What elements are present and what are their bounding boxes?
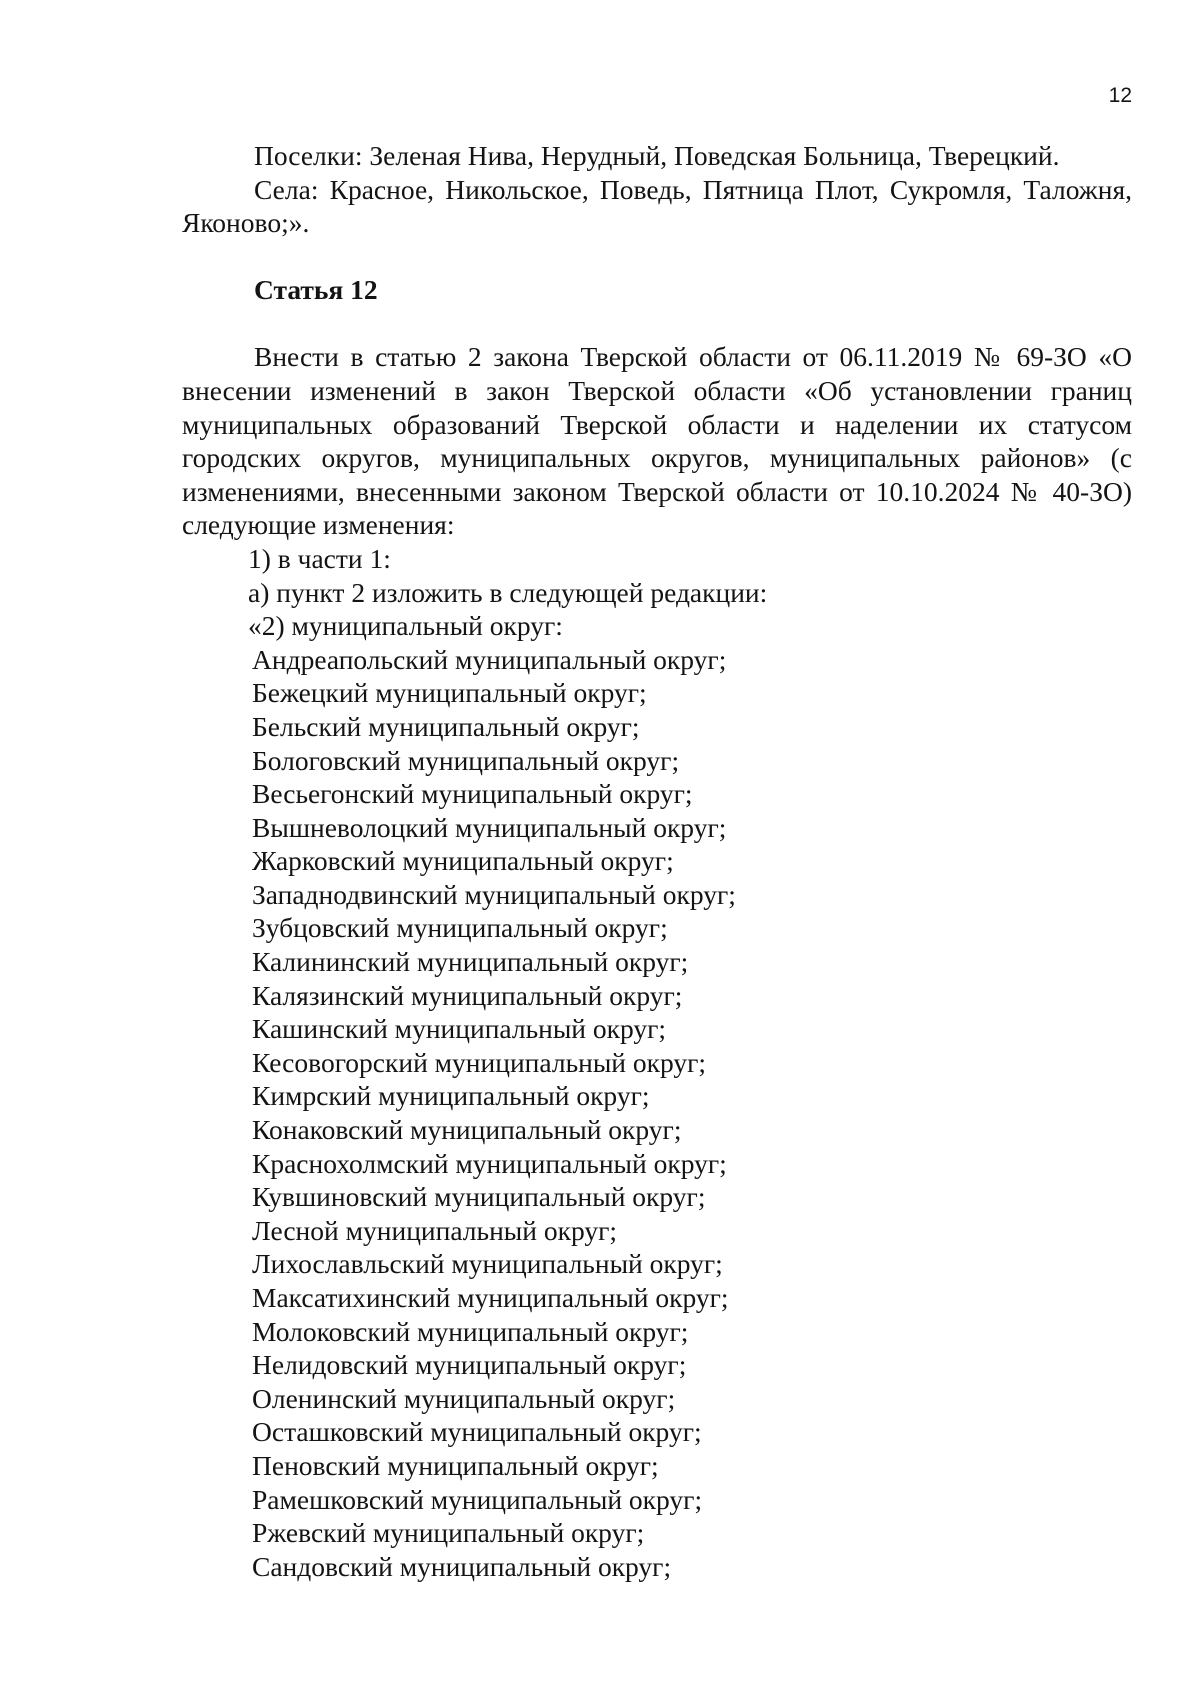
district-item: Весьегонский муниципальный округ; bbox=[252, 778, 693, 810]
district-item: Вышневолоцкий муниципальный округ; bbox=[252, 811, 727, 843]
district-item: Калининский муниципальный округ; bbox=[252, 946, 689, 978]
page-number: 12 bbox=[1108, 84, 1132, 107]
district-item: Конаковский муниципальный округ; bbox=[252, 1114, 682, 1146]
settlements-villages: Поселки: Зеленая Нива, Нерудный, Поведская Больница, Тверецкий. bbox=[254, 140, 1060, 171]
district-item: Максатихинский муниципальный округ; bbox=[252, 1282, 729, 1313]
district-item: Краснохолмский муниципальный округ; bbox=[252, 1147, 727, 1179]
district-item: Кимрский муниципальный округ; bbox=[252, 1080, 650, 1112]
district-item: Кувшиновский муниципальный округ; bbox=[252, 1181, 706, 1213]
district-list bbox=[182, 643, 1132, 1584]
district-item: Ржевский муниципальный округ; bbox=[252, 1517, 645, 1549]
district-item: Сандовский муниципальный округ; bbox=[252, 1550, 672, 1582]
document-body bbox=[182, 139, 1132, 1583]
district-item: Осташковский муниципальный округ; bbox=[252, 1416, 702, 1448]
article-subpoint: а) пункт 2 изложить в следующей редакции: bbox=[248, 576, 768, 608]
district-item: Рамешковский муниципальный округ; bbox=[252, 1483, 703, 1515]
district-item: Кашинский муниципальный округ; bbox=[252, 1013, 667, 1045]
settlements-selos: Села: Красное, Никольское, Поведь, Пятница Плот, Сукромля, Таложня, Яконово;». bbox=[182, 173, 1132, 239]
district-item: Оленинский муниципальный округ; bbox=[252, 1382, 676, 1414]
district-item: Зубцовский муниципальный округ; bbox=[252, 912, 668, 944]
district-item: Молоковский муниципальный округ; bbox=[252, 1315, 689, 1347]
district-item: Калязинский муниципальный округ; bbox=[252, 979, 683, 1011]
district-item: Кесовогорский муниципальный округ; bbox=[252, 1046, 707, 1078]
article-part: 1) в части 1: bbox=[248, 542, 391, 574]
district-item: Андреапольский муниципальный округ; bbox=[252, 643, 727, 675]
district-item: Лесной муниципальный округ; bbox=[252, 1214, 618, 1246]
district-item: Нелидовский муниципальный округ; bbox=[252, 1349, 687, 1381]
district-item: Бологовский муниципальный округ; bbox=[252, 744, 680, 776]
article-quote-start: «2) муниципальный округ: bbox=[248, 610, 563, 642]
district-item: Жарковский муниципальный округ; bbox=[252, 845, 674, 877]
district-item: Бежецкий муниципальный округ; bbox=[252, 677, 647, 709]
district-item: Западнодвинский муниципальный округ; bbox=[252, 878, 736, 910]
article-intro: Внести в статью 2 закона Тверской области от 06.11.2019 № 69-ЗО «О внесении изменений в закон Тверской области «Об установлении границ муниципальных образований Тверской области и наделении их статусом городских округов, муниципальных округов, муниципальных районов» (с изменениями, внесенными законом Тверской области от 10.10.2024 № 40-ЗО) следующие изменения: bbox=[182, 341, 1132, 541]
article-heading: Статья 12 bbox=[254, 273, 378, 305]
district-item: Пеновский муниципальный округ; bbox=[252, 1449, 659, 1481]
district-item: Лихославльский муниципальный округ; bbox=[252, 1248, 723, 1280]
district-item: Бельский муниципальный округ; bbox=[252, 710, 640, 742]
